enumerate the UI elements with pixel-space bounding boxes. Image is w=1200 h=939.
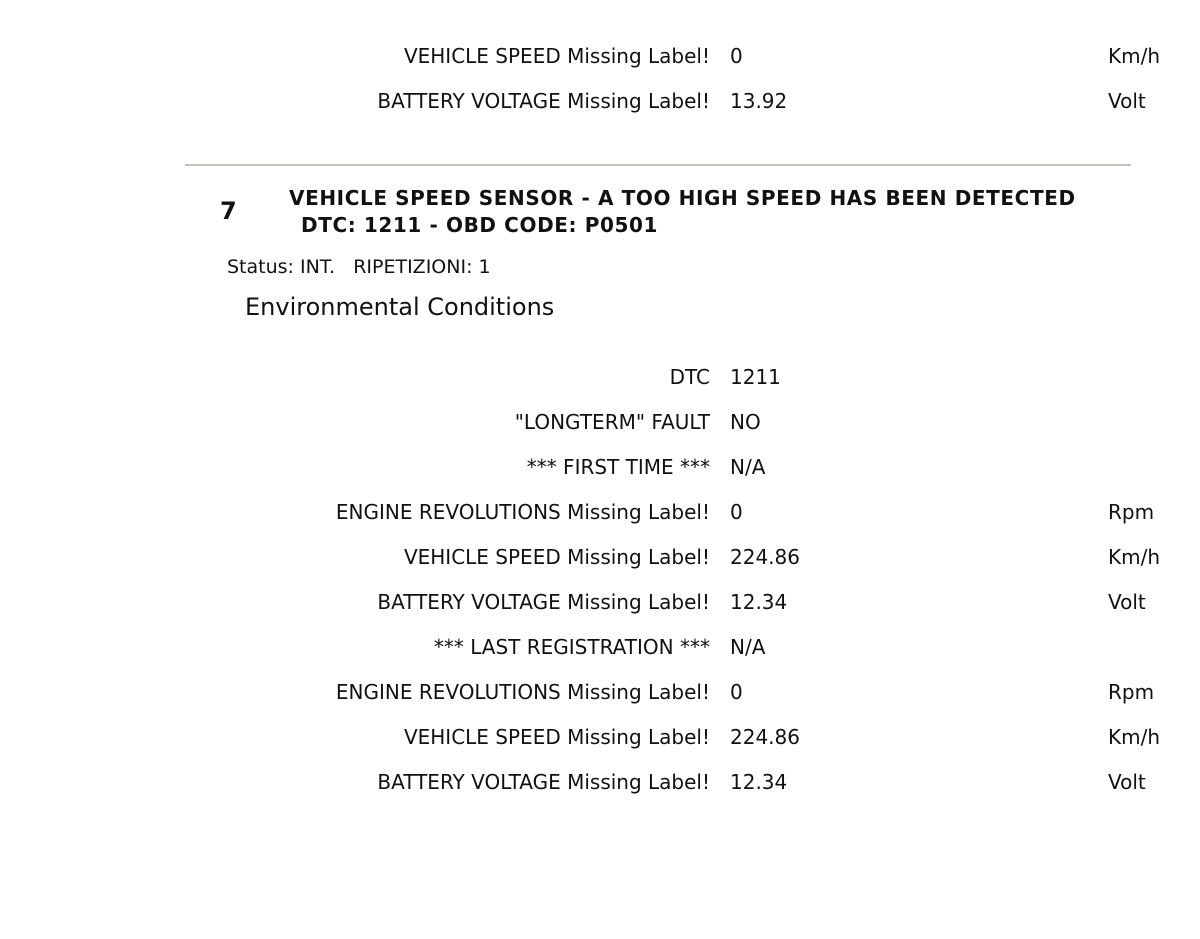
param-unit: Volt (1108, 89, 1146, 113)
env-row (0, 452, 1200, 482)
env-value: N/A (730, 455, 766, 479)
env-value: 224.86 (730, 545, 800, 569)
env-value: 12.34 (730, 770, 788, 794)
param-row (0, 86, 1200, 116)
fault-codes: DTC: 1211 - OBD CODE: P0501 (301, 213, 659, 237)
env-unit: Rpm (1108, 680, 1155, 704)
env-value: NO (730, 410, 761, 434)
env-label: *** FIRST TIME *** (526, 455, 710, 479)
param-value: 13.92 (730, 89, 788, 113)
param-value: 0 (730, 44, 743, 68)
env-label: VEHICLE SPEED Missing Label! (403, 545, 710, 569)
env-unit: Rpm (1108, 500, 1155, 524)
env-value: 0 (730, 680, 743, 704)
env-row (0, 587, 1200, 617)
env-row (0, 722, 1200, 752)
env-value: 12.34 (730, 590, 788, 614)
fault-number: 7 (220, 197, 237, 225)
env-row (0, 542, 1200, 572)
fault-status: Status: INT. (227, 256, 336, 278)
env-label: *** LAST REGISTRATION *** (433, 635, 710, 659)
env-label: "LONGTERM" FAULT (514, 410, 710, 434)
env-label: VEHICLE SPEED Missing Label! (403, 725, 710, 749)
env-value: N/A (730, 635, 766, 659)
env-value: 0 (730, 500, 743, 524)
env-unit: Km/h (1108, 725, 1161, 749)
env-label: DTC (669, 365, 710, 389)
env-row (0, 632, 1200, 662)
env-row (0, 362, 1200, 392)
fault-repetitions: RIPETIZIONI: 1 (353, 256, 491, 278)
param-label: VEHICLE SPEED Missing Label! (403, 44, 710, 68)
param-label: BATTERY VOLTAGE Missing Label! (377, 89, 710, 113)
env-label: ENGINE REVOLUTIONS Missing Label! (335, 680, 710, 704)
env-value: 1211 (730, 365, 781, 389)
param-unit: Km/h (1108, 44, 1161, 68)
param-row (0, 41, 1200, 71)
env-unit: Km/h (1108, 545, 1161, 569)
env-label: BATTERY VOLTAGE Missing Label! (377, 590, 710, 614)
environmental-conditions-heading: Environmental Conditions (245, 293, 555, 321)
env-row (0, 407, 1200, 437)
fault-title: VEHICLE SPEED SENSOR - A TOO HIGH SPEED HAS BEEN DETECTED (289, 186, 1076, 210)
env-label: ENGINE REVOLUTIONS Missing Label! (335, 500, 710, 524)
env-unit: Volt (1108, 770, 1146, 794)
section-divider (185, 164, 1131, 166)
env-value: 224.86 (730, 725, 800, 749)
env-unit: Volt (1108, 590, 1146, 614)
env-row (0, 677, 1200, 707)
env-row (0, 497, 1200, 527)
env-row (0, 767, 1200, 797)
env-label: BATTERY VOLTAGE Missing Label! (377, 770, 710, 794)
fault-status-line (227, 253, 491, 281)
